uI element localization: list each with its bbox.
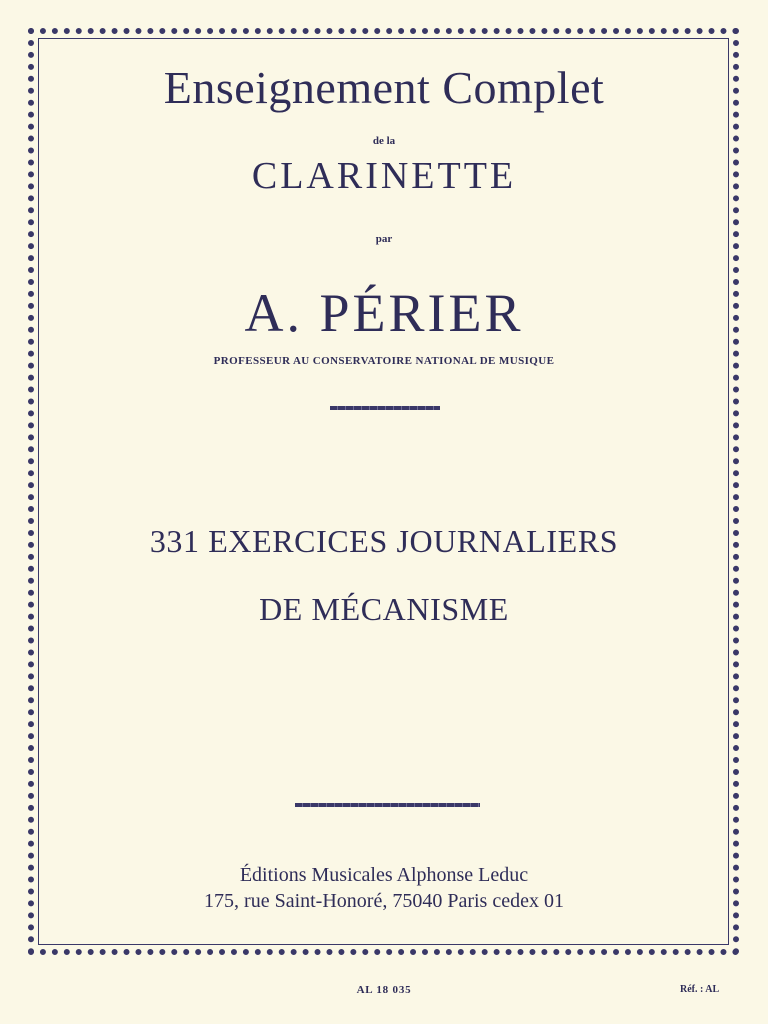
publisher-name: Éditions Musicales Alphonse Leduc [239,864,529,886]
cover-de-la: de la [372,135,396,147]
reference-label: Réf. : AL [680,984,720,995]
cover-work-title-line1: 331 EXERCICES JOURNALIERS [149,523,619,559]
cover-instrument: CLARINETTE [251,155,517,197]
cover-author-title: PROFESSEUR AU CONSERVATOIRE NATIONAL DE MUSIQUE [213,355,555,367]
cover-author: A. PÉRIER [244,283,524,343]
ornamental-rule-bottom [295,803,480,807]
cover-par: par [375,233,393,245]
cover-title: Enseignement Complet [163,62,605,113]
catalog-number: AL 18 035 [356,984,412,996]
publisher-address: 175, rue Saint-Honoré, 75040 Paris cedex 01 [204,890,564,912]
ornamental-rule-top [330,406,440,410]
cover-work-title-line2: DE MÉCANISME [259,591,509,627]
